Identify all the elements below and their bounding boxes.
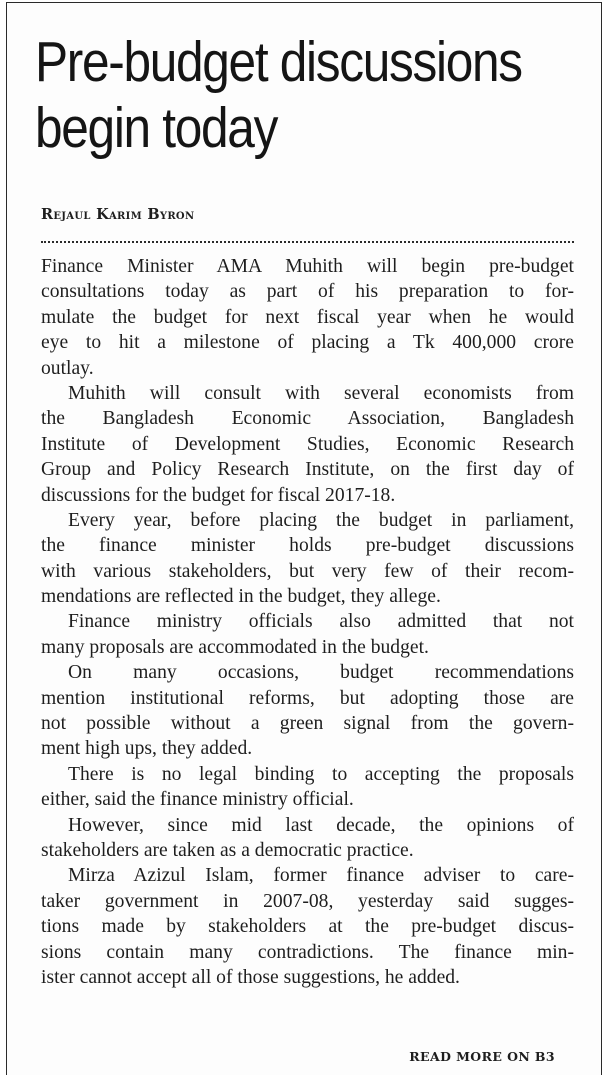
paragraph-line: eye to hit a milestone of placing a Tk 400,000 crore <box>41 332 574 354</box>
paragraph-first-line: There is no legal binding to accepting the proposals <box>68 763 574 785</box>
paragraph-line: outlay. <box>41 357 94 379</box>
paragraph-line: the finance minister holds pre-budget discussions <box>41 535 574 557</box>
paragraph-line: with various stakeholders, but very few of their recom- <box>41 560 574 582</box>
paragraph-line: mendations are reflected in the budget, they allege. <box>41 586 441 608</box>
paragraph-line: either, said the finance ministry official. <box>41 789 354 811</box>
paragraph-first-line: However, since mid last decade, the opinions of <box>68 814 574 836</box>
paragraph-line: not possible without a green signal from the govern- <box>41 713 574 735</box>
byline: Rejaul Karim Byron <box>41 206 195 223</box>
dotted-divider <box>41 241 574 243</box>
paragraph-first-line: Every year, before placing the budget in parliament, <box>68 509 574 531</box>
paragraph-line: ment high ups, they added. <box>41 738 253 760</box>
paragraph-line: mulate the budget for next fiscal year when he would <box>41 306 574 328</box>
paragraph-line: stakeholders are taken as a democratic practice. <box>41 839 414 861</box>
paragraph-line: discussions for the budget for fiscal 2017-18. <box>41 484 396 506</box>
headline <box>35 29 522 161</box>
headline-line: begin today <box>35 96 278 160</box>
paragraph-first-line: Finance ministry officials also admitted that not <box>68 611 574 633</box>
paragraph-line: consultations today as part of his preparation to for- <box>41 281 574 303</box>
paragraph-line: Institute of Development Studies, Economic Research <box>41 433 574 455</box>
paragraph-first-line: Mirza Azizul Islam, former finance adviser to care- <box>68 865 574 887</box>
read-more-link[interactable]: READ MORE ON B3 <box>409 1049 555 1064</box>
headline-line: Pre-budget discussions <box>35 30 522 94</box>
paragraph-line: many proposals are accommodated in the budget. <box>41 636 429 658</box>
paragraph-line: tions made by stakeholders at the pre-budget discus- <box>41 916 574 938</box>
paragraph-first-line: Muhith will consult with several economists from <box>68 382 574 404</box>
article-body <box>41 254 574 990</box>
paragraph-line: sions contain many contradictions. The finance min- <box>41 941 574 963</box>
paragraph-line: ister cannot accept all of those suggestions, he added. <box>41 966 460 988</box>
paragraph-line: Group and Policy Research Institute, on the first day of <box>41 459 574 481</box>
paragraph-line: mention institutional reforms, but adopting those are <box>41 687 574 709</box>
paragraph-first-line: Finance Minister AMA Muhith will begin pre-budget <box>41 256 574 277</box>
paragraph-line: the Bangladesh Economic Association, Bangladesh <box>41 408 574 430</box>
paragraph-first-line: On many occasions, budget recommendations <box>68 662 574 684</box>
paragraph-line: taker government in 2007-08, yesterday said sugges- <box>41 890 574 912</box>
news-clipping <box>6 2 602 1075</box>
